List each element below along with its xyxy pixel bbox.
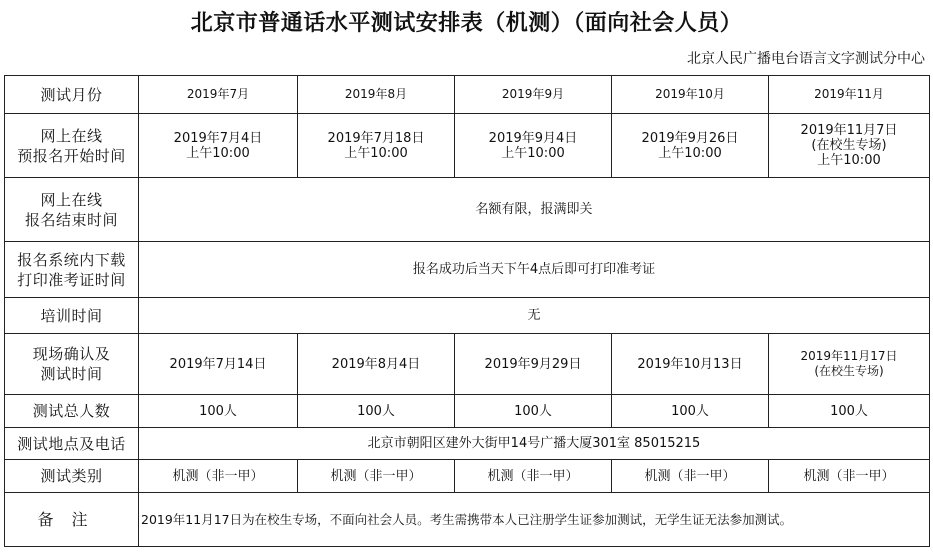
registration-start-cell: 2019年11月7日 (在校生专场) 上午10:00	[769, 114, 930, 178]
confirm-test-cell: 2019年9月29日	[455, 334, 612, 395]
row-location	[5, 428, 930, 460]
training-cell: 无	[139, 298, 930, 334]
row-training	[5, 298, 930, 334]
row-label-registration-start: 网上在线 预报名开始时间	[5, 114, 139, 178]
registration-start-cell: 2019年7月4日 上午10:00	[139, 114, 298, 178]
month-cell: 2019年9月	[455, 76, 612, 114]
category-cell: 机测（非一甲）	[612, 460, 769, 493]
row-label-month: 测试月份	[5, 76, 139, 114]
confirm-test-cell: 2019年8月4日	[298, 334, 455, 395]
row-label-training: 培训时间	[5, 298, 139, 334]
row-label-category: 测试类别	[5, 460, 139, 493]
confirm-test-cell: 2019年7月14日	[139, 334, 298, 395]
category-cell: 机测（非一甲）	[139, 460, 298, 493]
remarks-cell: 2019年11月17日为在校生专场，不面向社会人员。考生需携带本人已注册学生证参加测试，无学生证无法参加测试。	[139, 493, 930, 547]
total-cell: 100人	[455, 395, 612, 428]
row-month	[5, 76, 930, 114]
location-cell: 北京市朝阳区建外大街甲14号广播大厦301室 85015215	[139, 428, 930, 460]
registration-end-cell: 名额有限，报满即关	[139, 178, 930, 242]
row-label-remarks: 备注	[5, 493, 139, 547]
print-admission-cell: 报名成功后当天下午4点后即可打印准考证	[139, 242, 930, 298]
row-label-confirm-test: 现场确认及 测试时间	[5, 334, 139, 395]
row-total	[5, 395, 930, 428]
registration-start-cell: 2019年7月18日 上午10:00	[298, 114, 455, 178]
row-category	[5, 460, 930, 493]
confirm-test-cell: 2019年11月17日 (在校生专场)	[769, 334, 930, 395]
confirm-test-cell: 2019年10月13日	[612, 334, 769, 395]
schedule-table	[4, 75, 930, 547]
registration-start-cell: 2019年9月4日 上午10:00	[455, 114, 612, 178]
page-title: 北京市普通话水平测试安排表（机测）（面向社会人员）	[190, 10, 743, 36]
row-print-admission	[5, 242, 930, 298]
page-subtitle: 北京人民广播电台语言文字测试分中心	[687, 51, 925, 67]
category-cell: 机测（非一甲）	[769, 460, 930, 493]
row-confirm-test	[5, 334, 930, 395]
month-cell: 2019年10月	[612, 76, 769, 114]
month-cell: 2019年7月	[139, 76, 298, 114]
registration-start-cell: 2019年9月26日 上午10:00	[612, 114, 769, 178]
row-registration-start	[5, 114, 930, 178]
total-cell: 100人	[139, 395, 298, 428]
total-cell: 100人	[769, 395, 930, 428]
row-label-location: 测试地点及电话	[5, 428, 139, 460]
row-label-registration-end: 网上在线 报名结束时间	[5, 178, 139, 242]
row-remarks	[5, 493, 930, 547]
total-cell: 100人	[298, 395, 455, 428]
category-cell: 机测（非一甲）	[298, 460, 455, 493]
month-cell: 2019年8月	[298, 76, 455, 114]
category-cell: 机测（非一甲）	[455, 460, 612, 493]
row-label-total: 测试总人数	[5, 395, 139, 428]
month-cell: 2019年11月	[769, 76, 930, 114]
row-label-print-admission: 报名系统内下载 打印准考证时间	[5, 242, 139, 298]
row-registration-end	[5, 178, 930, 242]
total-cell: 100人	[612, 395, 769, 428]
